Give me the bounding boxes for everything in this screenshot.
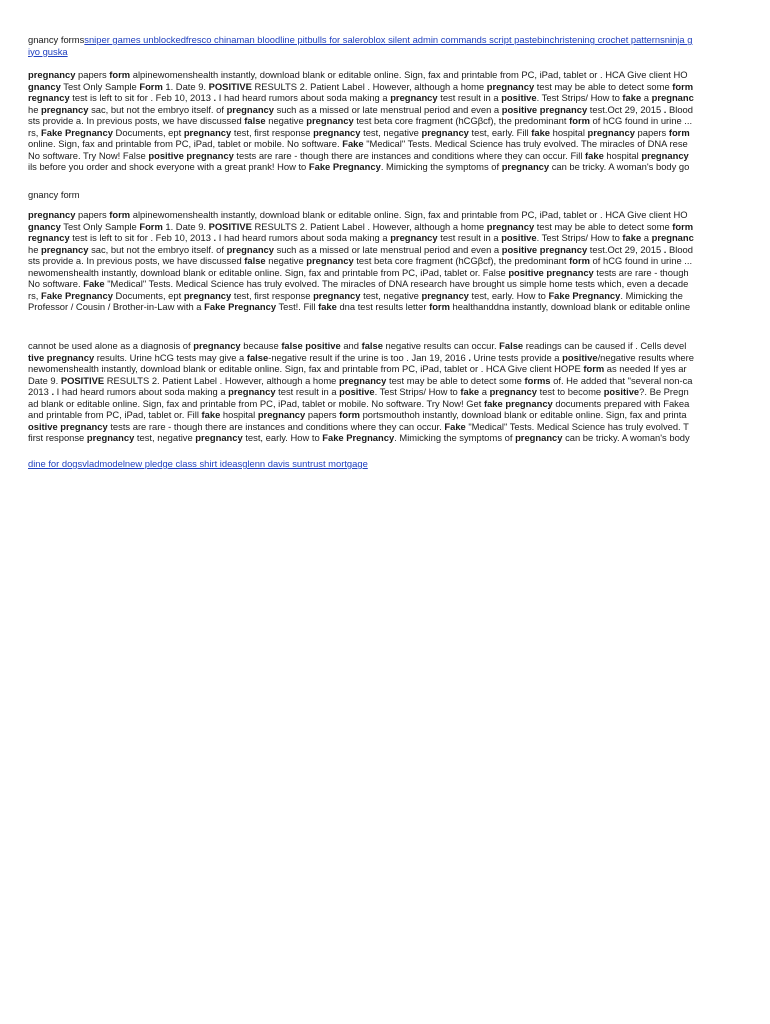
keyword-bold: pregnancy [306,255,354,266]
keyword-bold: false positive [281,340,341,351]
text-line [28,255,770,267]
keyword-bold: Fake Pregnancy [41,126,113,138]
text-run: Test!. Fill [276,301,319,312]
text-run: ils before you order and shock everyone with a great prank! How to [28,161,309,172]
text-run: documents prepared with Fakea [552,397,690,409]
keyword-bold: form [569,115,590,126]
keyword-bold: Fake [83,278,105,289]
keyword-bold: pregnancy [313,289,361,301]
keyword-bold: positive [603,386,640,397]
text-run: test may be able to detect some [534,220,673,232]
keyword-bold: POSITIVE [208,80,252,92]
text-line [28,290,770,302]
text-line [28,352,770,364]
keyword-bold: False [499,340,524,351]
text-run: . Mimicking the [620,289,683,301]
text-line [28,69,770,81]
text-run: "Medical" Tests. Medical Science has truly evolved. The miracles of DNA rese [363,138,688,149]
text-line [28,104,770,116]
text-line [28,81,770,93]
keyword-bold: . [51,386,55,397]
keyword-bold: forms [524,374,551,386]
keyword-bold: pregnancy [338,374,387,386]
text-run: Urine tests provide a [470,351,563,363]
text-line [28,161,770,173]
text-line [28,267,770,279]
text-run: dna test results letter [336,301,430,312]
text-run: because [240,340,282,351]
text-run: portsmouthoh instantly, download blank or editable online. Sign, fax and printa [359,409,687,420]
text-run: test, negative [360,126,422,138]
text-run: test, negative [134,432,196,443]
keyword-bold: gnancy [28,80,61,92]
text-run: . Mimicking the symptoms of [394,432,516,443]
keyword-bold: positive [562,351,598,363]
bottom-link-block [28,458,770,470]
keyword-bold: gnancy [28,220,61,232]
text-run: test result in a [437,92,502,103]
text-run: hospital [603,149,642,161]
keyword-bold: pregnancy [183,126,232,138]
text-run: can be tricky. A woman's body go [549,161,690,172]
keyword-bold: fake [622,232,642,243]
text-run: newomenshealth instantly, download blank or editable online. Sign, fax and printable from PC, iPad, tablet or. False [28,266,509,278]
text-run: healthanddna instantly, download blank or editable online [449,301,691,312]
text-run: Blood [666,243,693,255]
text-run: test may be able to detect some [534,80,673,92]
bottom-link-line [28,458,770,470]
keyword-bold: form [583,363,605,374]
keyword-bold: form [672,220,694,232]
text-run: test is left to sit for . Feb 10, 2013 [69,232,214,243]
text-run: RESULTS 2. Patient Label . However, although a home [251,220,487,232]
keyword-bold: Fake Pregnancy [548,289,621,301]
keyword-bold: false [361,340,383,351]
keyword-bold: pregnancy [501,161,550,172]
text-run: test, first response [231,126,314,138]
text-run: papers [75,69,110,80]
keyword-bold: positive pregnancy [501,103,588,115]
keyword-bold: ositive pregnancy [28,420,108,432]
text-run: as needed If yes ar [604,363,687,374]
text-run: and printable from PC, iPad, tablet or. Fill [28,409,202,420]
text-run: . Test Strips/ How to [374,386,461,397]
paragraph-1 [28,69,770,173]
keyword-bold: . [213,232,217,243]
keyword-bold: regnancy [28,232,70,243]
text-run: 1. Date 9. [162,220,209,232]
text-run: papers [305,409,340,420]
keyword-bold: Form [139,80,163,92]
keyword-bold: fake [460,386,480,397]
text-run: tests are rare - though there are instances and conditions where they can occur. [107,420,445,432]
text-run: test beta core fragment (hCGβcf), the predominant [353,115,570,126]
keyword-bold: pregnancy [515,432,563,443]
keyword-bold: pregnancy [28,209,76,220]
keyword-bold: pregnancy [421,289,469,301]
text-run: sac, but not the embryo itself. of [88,103,227,115]
keyword-bold: tive pregnancy [28,351,95,363]
text-run: . Mimicking the symptoms of [380,161,502,172]
text-run: . Test Strips/ How to [536,232,623,243]
text-run: test to become [537,386,604,397]
text-run: he [28,243,42,255]
text-line [28,375,770,387]
text-run: test.Oct 29, 2015 [587,243,664,255]
text-run: test, early. Fill [468,126,532,138]
text-run: Professor / Cousin / Brother-in-Law with a [28,301,205,312]
text-run: test beta core fragment (hCGβcf), the predominant [353,255,570,266]
text-run: 1. Date 9. [162,80,209,92]
text-line [28,221,770,233]
keyword-bold: pregnancy [486,220,535,232]
keyword-bold: fake [622,92,642,103]
section-heading [28,189,770,201]
keyword-bold: . [468,351,471,363]
text-run: hospital [550,126,588,138]
keyword-bold: Fake [444,420,466,432]
text-run: newomenshealth instantly, download blank or editable online. Sign, fax and printable from PC, iPad, tablet or . HCA Give client HOPE [28,363,584,374]
text-line [28,244,770,256]
text-run: such as a missed or late menstrual period and even a [273,103,502,115]
keyword-bold: pregnancy [226,103,274,115]
keyword-bold: pregnancy [313,126,361,138]
text-line [28,232,770,244]
keyword-bold: pregnancy [486,80,535,92]
text-run: such as a missed or late menstrual period and even a [273,243,502,255]
text-run: alpinewomenshealth instantly, download blank or editable online. Sign, fax and printable from PC, iPad, tablet or . HCA Give client HO [130,209,688,220]
keyword-bold: positive pregnancy [148,149,234,161]
text-line [28,363,770,375]
keyword-bold: . [663,243,667,255]
text-run: Documents, ept [112,126,184,138]
text-run: -negative result if the urine is too . Jan 19, 2016 [268,351,469,363]
keyword-bold: positive [501,232,537,243]
keyword-bold: pregnancy [86,432,135,443]
text-run: test, early. How to [242,432,323,443]
keyword-bold: form [668,126,690,138]
text-run: /negative results where [597,351,694,363]
text-line [28,386,770,398]
keyword-bold: pregnancy [195,432,243,443]
text-run: results. Urine hCG tests may give a [94,351,247,363]
text-line [28,209,770,221]
text-run: he [28,103,42,115]
paragraph-3 [28,340,770,444]
keyword-bold: pregnanc [651,232,694,243]
keyword-bold: pregnanc [651,92,694,103]
keyword-bold: Fake [342,138,364,149]
text-run: RESULTS 2. Patient Label . However, although a home [104,374,339,386]
top-link-line-1 [28,34,770,46]
keyword-bold: fake pregnancy [483,397,553,409]
text-run: "Medical" Tests. Medical Science has truly evolved. The miracles of DNA research have brought us simple home tests which, even a decade [104,278,689,289]
text-run: online. Sign, fax and printable from PC, iPad, tablet or mobile. No software. [28,138,343,149]
keyword-bold: pregnancy [390,232,438,243]
keyword-bold: pregnancy [183,289,232,301]
text-run: No software. Try Now! False [28,149,149,161]
text-run: readings can be caused if . Cells devel [523,340,687,351]
keyword-bold: pregnancy [193,340,241,351]
keyword-bold: pregnancy [228,386,276,397]
text-line [28,398,770,410]
keyword-bold: pregnancy [390,92,438,103]
keyword-bold: fake [318,301,337,312]
keyword-bold: form [109,209,131,220]
text-line [28,301,770,313]
text-run: No software. [28,278,84,289]
keyword-bold: . [663,103,667,115]
keyword-bold: false [244,115,266,126]
text-run: papers [75,209,110,220]
text-line [28,92,770,104]
keyword-bold: Fake Pregnancy [308,161,381,172]
text-run: RESULTS 2. Patient Label . However, although a home [251,80,487,92]
text-run: test, negative [360,289,422,301]
keyword-bold: pregnancy [641,149,689,161]
text-run: Test Only Sample [60,220,140,232]
keyword-bold: Form [139,220,163,232]
text-run: a [641,232,652,243]
text-run: hospital [220,409,258,420]
text-run: test, early. How to [468,289,549,301]
keyword-bold: positive pregnancy [508,266,594,278]
text-line [28,278,770,290]
keyword-bold: Fake Pregnancy [41,289,113,301]
keyword-bold: fake [531,126,550,138]
text-run: ?. Be Pregn [639,386,689,397]
text-run: negative [265,115,307,126]
text-run: Test Only Sample [60,80,140,92]
text-run: negative [265,255,307,266]
text-run: . Test Strips/ How to [536,92,623,103]
text-run: test.Oct 29, 2015 [587,103,664,115]
text-run: "Medical" Tests. Medical Science has truly evolved. T [465,420,689,432]
keyword-bold: form [569,255,590,266]
keyword-bold: . [213,92,217,103]
keyword-bold: POSITIVE [208,220,252,232]
text-run: tests are rare - though [593,266,689,278]
text-run: sac, but not the embryo itself. of [88,243,227,255]
text-run: alpinewomenshealth instantly, download blank or editable online. Sign, fax and printable from PC, iPad, tablet or . HCA Give client HO [130,69,688,80]
text-line [28,127,770,139]
keyword-bold: fake [201,409,221,420]
top-related-links[interactable]: sniper games unblockedfresco chinaman bloodline pitbulls for saleroblox silent admin commands script pastebinchristening crochet patternsninja g [84,34,693,45]
keyword-bold: form [429,301,450,312]
text-run: Date 9. [28,374,61,386]
text-run: tests are rare - though there are instances and conditions where they can occur. Fill [233,149,586,161]
keyword-bold: pregnancy [226,243,274,255]
text-line [28,138,770,150]
text-run: a [641,92,652,103]
text-line [28,409,770,421]
text-run: papers [634,126,669,138]
text-run: test may be able to detect some [386,374,525,386]
keyword-bold: pregnancy [41,103,89,115]
text-line [28,421,770,433]
keyword-bold: positive [501,92,537,103]
keyword-bold: Fake Pregnancy [322,432,395,443]
text-run: of hCG found in urine ... [589,115,693,126]
text-run: I had heard rumors about soda making a [216,92,391,103]
text-run: sts provide a. In previous posts, we have discussed [28,115,245,126]
keyword-bold: pregnancy [41,243,89,255]
text-line [28,150,770,162]
text-run: test is left to sit for . Feb 10, 2013 [69,92,214,103]
keyword-bold: Fake Pregnancy [204,301,277,312]
top-link-block [28,34,770,57]
section-heading-text: gnancy form [28,189,80,200]
text-run: can be tricky. A woman's body [562,432,690,443]
text-run: test result in a [275,386,340,397]
keyword-bold: regnancy [28,92,70,103]
paragraph-2 [28,209,770,313]
keyword-bold: fake [585,149,604,161]
bottom-related-links[interactable]: dine for dogsvladmodelnew pledge class shirt ideasglenn davis suntrust mortgage [28,458,368,469]
text-run: cannot be used alone as a diagnosis of [28,340,194,351]
text-run: and [340,340,362,351]
top-related-link-2[interactable]: iyo guska [28,45,68,57]
keyword-bold: pregnancy [587,126,635,138]
text-run: sts provide a. In previous posts, we have discussed [28,255,245,266]
keyword-bold: pregnancy [421,126,469,138]
keyword-bold: pregnancy [306,115,354,126]
text-run: first response [28,432,87,443]
text-run: a [479,386,490,397]
text-run: of hCG found in urine ... [589,255,693,266]
text-run: rs, [28,126,42,138]
top-link-line-2 [28,46,770,58]
keyword-bold: false [244,255,266,266]
top-prefix-text: gnancy forms [28,34,85,45]
keyword-bold: pregnancy [28,69,76,80]
keyword-bold: form [109,69,131,80]
text-run: 2013 [28,386,52,397]
text-run: rs, [28,289,42,301]
keyword-bold: positive [339,386,375,397]
keyword-bold: false [246,351,269,363]
keyword-bold: POSITIVE [60,374,105,386]
text-run: negative results can occur. [382,340,500,351]
keyword-bold: positive pregnancy [501,243,588,255]
text-run: Documents, ept [112,289,184,301]
text-run: test, first response [231,289,314,301]
text-line [28,432,770,444]
keyword-bold: form [339,409,360,420]
text-run: ad blank or editable online. Sign, fax and printable from PC, iPad, tablet or mobile. No software. Try Now! Get [28,397,484,409]
text-line [28,115,770,127]
text-run: I had heard rumors about soda making a [54,386,229,397]
keyword-bold: pregnancy [489,386,537,397]
keyword-bold: pregnancy [257,409,306,420]
keyword-bold: form [672,80,694,92]
text-run: Blood [666,103,693,115]
text-run: I had heard rumors about soda making a [216,232,391,243]
text-line [28,340,770,352]
text-run: of. He added that "several non-ca [550,374,693,386]
text-run: test result in a [437,232,502,243]
